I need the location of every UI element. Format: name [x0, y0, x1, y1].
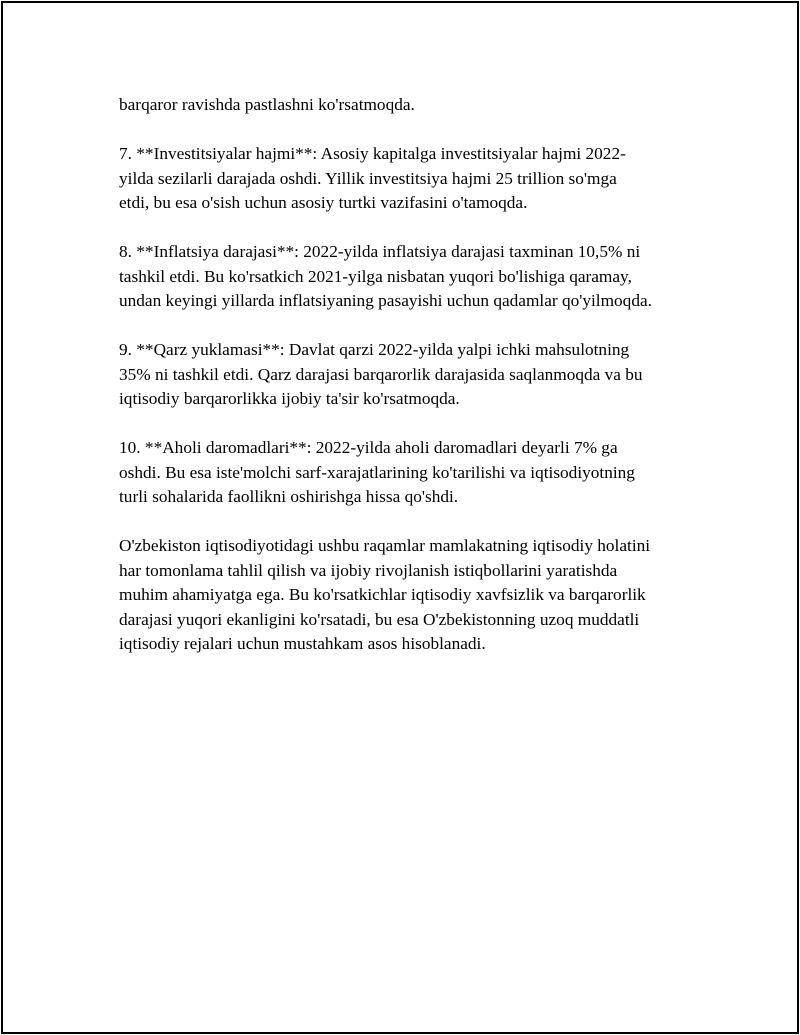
text-line: turli sohalarida faollikni oshirishga hissa qo'shdi.: [119, 487, 459, 506]
text-line: tashkil etdi. Bu ko'rsatkich 2021-yilga nisbatan yuqori bo'lishiga qaramay,: [119, 266, 632, 286]
paragraph-debt: [119, 338, 699, 412]
text-line: 7. **Investitsiyalar hajmi**: Asosiy kapitalga investitsiyalar hajmi 2022-: [119, 144, 626, 163]
text-line: etdi, bu esa o'sish uchun asosiy turtki vazifasini o'tamoqda.: [119, 193, 528, 212]
text-line: iqtisodiy barqarorlikka ijobiy ta'sir ko'rsatmoqda.: [119, 389, 460, 408]
paragraph-income: [119, 436, 699, 510]
text-line: 8. **Inflatsiya darajasi**: 2022-yilda inflatsiya darajasi taxminan 10,5% ni: [119, 242, 641, 261]
text-line: iqtisodiy rejalari uchun mustahkam asos hisoblanadi.: [119, 634, 486, 653]
text-line: 35% ni tashkil etdi. Qarz darajasi barqarorlik darajasida saqlanmoqda va bu: [119, 364, 643, 384]
document-body: [119, 93, 699, 681]
text-line: har tomonlama tahlil qilish va ijobiy rivojlanish istiqbollarini yaratishda: [119, 560, 618, 580]
text-line: oshdi. Bu esa iste'molchi sarf-xarajatlarining ko'tarilishi va iqtisodiyotning: [119, 462, 635, 482]
paragraph-inflation: [119, 240, 699, 314]
text-line: undan keyingi yillarda inflatsiyaning pasayishi uchun qadamlar qo'yilmoqda.: [119, 291, 652, 310]
document-page: [1, 1, 799, 1034]
text-line: yilda sezilarli darajada oshdi. Yillik investitsiya hajmi 25 trillion so'mga: [119, 168, 617, 188]
text-line: muhim ahamiyatga ega. Bu ko'rsatkichlar iqtisodiy xavfsizlik va barqarorlik: [119, 585, 646, 604]
paragraph-investments: [119, 142, 699, 216]
text-line: 9. **Qarz yuklamasi**: Davlat qarzi 2022-yilda yalpi ichki mahsulotning: [119, 340, 630, 359]
paragraph-continuation: [119, 93, 699, 118]
text-line: darajasi yuqori ekanligini ko'rsatadi, bu esa O'zbekistonning uzoq muddatli: [119, 609, 640, 629]
text-line: 10. **Aholi daromadlari**: 2022-yilda aholi daromadlari deyarli 7% ga: [119, 438, 618, 457]
paragraph-conclusion: [119, 534, 699, 657]
text-line: O'zbekiston iqtisodiyotidagi ushbu raqamlar mamlakatning iqtisodiy holatini: [119, 536, 651, 555]
text-line: barqaror ravishda pastlashni ko'rsatmoqda.: [119, 95, 415, 114]
